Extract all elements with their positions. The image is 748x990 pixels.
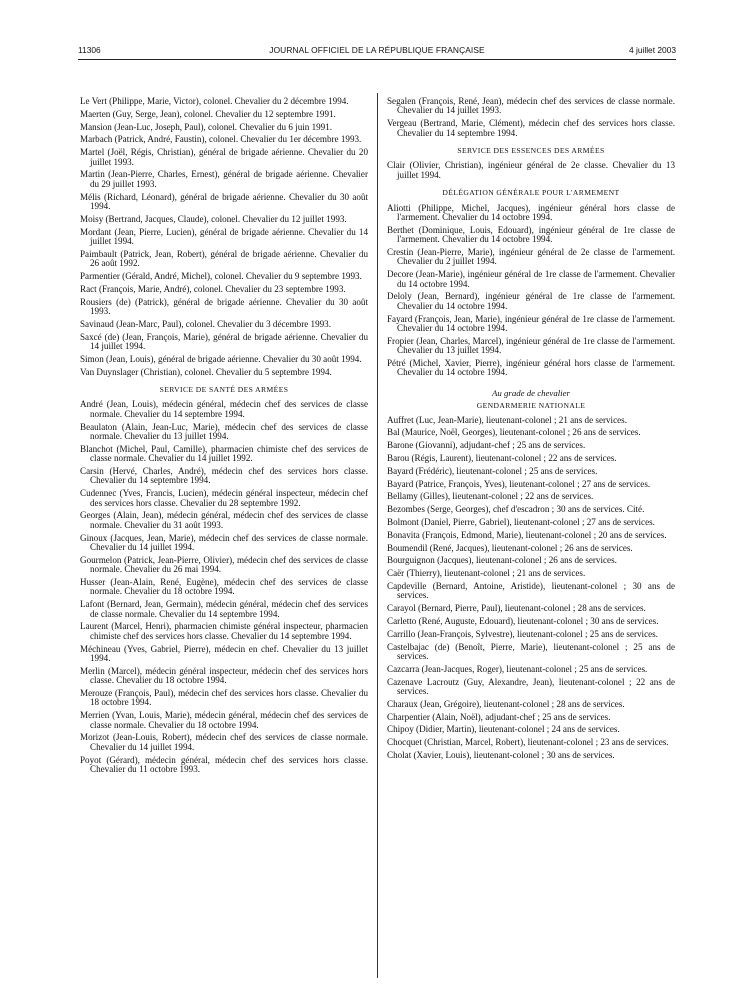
honoree-entry: Cazenave Lacroutz (Guy, Alexandre, Jean), lieutenant-colonel ; 22 ans de services. xyxy=(387,676,675,697)
honoree-entry: André (Jean, Louis), médecin général, médecin chef des services de classe normale. Chevalier du 14 septembre 1994. xyxy=(80,399,368,419)
honoree-entry: Lafont (Bernard, Jean, Germain), médecin général, médecin chef des services de classe normale. Chevalier du 14 septembre 1994. xyxy=(80,599,368,619)
journal-title: JOURNAL OFFICIEL DE LA RÉPUBLIQUE FRANÇAISE xyxy=(269,45,485,55)
page-number: 11306 xyxy=(78,45,101,55)
honoree-entry: Carayol (Bernard, Pierre, Paul), lieutenant-colonel ; 28 ans de services. xyxy=(387,603,646,614)
honoree-entry: Simon (Jean, Louis), général de brigade aérienne. Chevalier du 30 août 1994. xyxy=(80,353,362,364)
honoree-entry: Blanchot (Michel, Paul, Camille), pharmacien chimiste chef des services de classe normale. Chevalier du 14 juillet 1992. xyxy=(80,443,368,464)
honoree-entry: Fropier (Jean, Charles, Marcel), ingénieur général de 1re classe de l'armement. Chevalier du 13 juillet 1994. xyxy=(387,335,675,356)
honoree-entry: Cudennec (Yves, Francis, Lucien), médecin général inspecteur, médecin chef des services hors classe. Chevalier du 28 septembre 1992. xyxy=(80,488,368,508)
honoree-entry: Bayard (Patrice, François, Yves), lieutenant-colonel ; 27 ans de services. xyxy=(387,478,651,489)
honoree-entry: Chocquet (Christian, Marcel, Robert), lieutenant-colonel ; 23 ans de services. xyxy=(387,737,669,748)
honoree-entry: Beaulaton (Alain, Jean-Luc, Marie), médecin chef des services de classe normale. Chevalier du 13 juillet 1994. xyxy=(80,421,368,442)
honoree-entry: Méchineau (Yves, Gabriel, Pierre), médecin en chef. Chevalier du 13 juillet 1994. xyxy=(80,643,368,664)
honoree-entry: Martel (Joël, Régis, Christian), général de brigade aérienne. Chevalier du 20 juillet 1993. xyxy=(80,147,368,167)
honoree-entry: Bezombes (Serge, Georges), chef d'escadron ; 30 ans de services. Cité. xyxy=(387,504,645,515)
honoree-entry: Segalen (François, René, Jean), médecin chef des services de classe normale. Chevalier du 14 juillet 1993. xyxy=(387,96,675,116)
section-heading-gendarmerie: GENDARMERIE NATIONALE xyxy=(476,401,586,411)
honoree-entry: Rousiers (de) (Patrick), général de brigade aérienne. Chevalier du 30 août 1993. xyxy=(80,296,368,316)
honoree-entry: Bolmont (Daniel, Pierre, Gabriel), lieutenant-colonel ; 27 ans de services. xyxy=(387,517,655,528)
honoree-entry: Cazcarra (Jean-Jacques, Roger), lieutenant-colonel ; 25 ans de services. xyxy=(387,663,648,674)
honoree-entry: Auffret (Luc, Jean-Marie), lieutenant-colonel ; 21 ans de services. xyxy=(387,414,627,425)
honoree-entry: Ginoux (Jacques, Jean, Marie), médecin chef des services de classe normale. Chevalier du 14 juillet 1994. xyxy=(80,532,368,553)
honoree-entry: Aliotti (Philippe, Michel, Jacques), ingénieur général hors classe de l'armement. Chevalier du 14 octobre 1994. xyxy=(387,202,675,223)
honoree-entry: Van Duynslager (Christian), colonel. Chevalier du 5 septembre 1994. xyxy=(80,366,332,377)
honoree-entry: Saxcé (de) (Jean, François, Marie), général de brigade aérienne. Chevalier du 14 juillet 1994. xyxy=(80,331,368,351)
right-entries-3 xyxy=(387,204,675,378)
honoree-entry: Georges (Alain, Jean), médecin général, médecin chef des services de classe normale. Chevalier du 31 août 1993. xyxy=(80,510,368,530)
honoree-entry: Merouze (François, Paul), médecin chef des services hors classe. Chevalier du 18 octobre 1994. xyxy=(80,688,368,708)
honoree-entry: Moisy (Bertrand, Jacques, Claude), colonel. Chevalier du 12 juillet 1993. xyxy=(80,213,347,224)
honoree-entry: Poyot (Gérard), médecin général, médecin chef des services hors classe. Chevalier du 11 octobre 1993. xyxy=(80,754,368,775)
honoree-entry: Cholat (Xavier, Louis), lieutenant-colonel ; 30 ans de services. xyxy=(387,750,615,761)
right-column xyxy=(387,97,675,764)
honoree-entry: Chipoy (Didier, Martin), lieutenant-colonel ; 24 ans de services. xyxy=(387,724,620,735)
honoree-entry: Charpentier (Alain, Noël), adjudant-chef ; 25 ans de services. xyxy=(387,711,611,722)
grade-subheading: Au grade de chevalier xyxy=(492,387,570,398)
honoree-entry: Barou (Régis, Laurent), lieutenant-colonel ; 22 ans de services. xyxy=(387,453,617,464)
honoree-entry: Boumendil (René, Jacques), lieutenant-colonel ; 26 ans de services. xyxy=(387,542,633,553)
honoree-entry: Mordant (Jean, Pierre, Lucien), général de brigade aérienne. Chevalier du 14 juillet 1994. xyxy=(80,226,368,246)
right-entries-1 xyxy=(387,97,675,138)
honoree-entry: Charaux (Jean, Grégoire), lieutenant-colonel ; 28 ans de services. xyxy=(387,698,625,709)
honoree-entry: Pétré (Michel, Xavier, Pierre), ingénieur général hors classe de l'armement. Chevalier du 14 octobre 1994. xyxy=(387,358,675,378)
honoree-entry: Laurent (Marcel, Henri), pharmacien chimiste général inspecteur, pharmacien chimiste chef des services hors classe. Chevalier du 14 septembre 1994. xyxy=(80,621,368,641)
honoree-entry: Mélis (Richard, Léonard), général de brigade aérienne. Chevalier du 30 août 1994. xyxy=(80,191,368,211)
honoree-entry: Paimbault (Patrick, Jean, Robert), général de brigade aérienne. Chevalier du 26 août 1992. xyxy=(80,248,368,269)
honoree-entry: Fayard (François, Jean, Marie), ingénieur général de 1re classe de l'armement. Chevalier du 14 octobre 1994. xyxy=(387,313,675,334)
honoree-entry: Husser (Jean-Alain, René, Eugène), médecin chef des services de classe normale. Chevalier du 18 octobre 1994. xyxy=(80,577,368,597)
honoree-entry: Vergeau (Bertrand, Marie, Clément), médecin chef des services hors classe. Chevalier du 14 septembre 1994. xyxy=(387,118,675,138)
honoree-entry: Morizot (Jean-Louis, Robert), médecin chef des services de classe normale. Chevalier du 14 juillet 1994. xyxy=(80,732,368,752)
honoree-entry: Martin (Jean-Pierre, Charles, Ernest), général de brigade aérienne. Chevalier du 29 juillet 1993. xyxy=(80,169,368,189)
honoree-entry: Berthet (Dominique, Louis, Edouard), ingénieur général de 1re classe de l'armement. Chevalier du 14 octobre 1994. xyxy=(387,224,675,245)
header-rule xyxy=(78,59,676,60)
left-entries-2 xyxy=(80,400,368,774)
honoree-entry: Bayard (Frédéric), lieutenant-colonel ; 25 ans de services. xyxy=(387,465,598,476)
honoree-entry: Gourmelon (Patrick, Jean-Pierre, Olivier), médecin chef des services de classe normale. Chevalier du 26 mai 1994. xyxy=(80,554,368,575)
honoree-entry: Barone (Giovanni), adjudant-chef ; 25 ans de services. xyxy=(387,440,586,451)
honoree-entry: Parmentier (Gérald, André, Michel), colonel. Chevalier du 9 septembre 1993. xyxy=(80,271,362,281)
honoree-entry: Bellamy (Gilles), lieutenant-colonel ; 22 ans de services. xyxy=(387,491,594,502)
section-heading-essences: SERVICE DES ESSENCES DES ARMÉES xyxy=(457,146,605,156)
honoree-entry: Caër (Thierry), lieutenant-colonel ; 21 ans de services. xyxy=(387,568,586,579)
honoree-entry: Carsin (Hervé, Charles, André), médecin chef des services hors classe. Chevalier du 14 septembre 1994. xyxy=(80,466,368,486)
honoree-entry: Marbach (Patrick, André, Faustin), colonel. Chevalier du 1er décembre 1993. xyxy=(80,134,362,145)
honoree-entry: Merrien (Yvan, Louis, Marie), médecin général, médecin chef des services de classe normale. Chevalier du 18 octobre 1994. xyxy=(80,710,368,730)
left-entries-1 xyxy=(80,97,368,377)
honoree-entry: Mansion (Jean-Luc, Joseph, Paul), colonel. Chevalier du 6 juin 1991. xyxy=(80,121,333,132)
honoree-entry: Bonavita (François, Edmond, Marie), lieutenant-colonel ; 20 ans de services. xyxy=(387,529,667,540)
honoree-entry: Deloly (Jean, Bernard), ingénieur général de 1re classe de l'armement. Chevalier du 14 octobre 1994. xyxy=(387,291,675,311)
honoree-entry: Bourguignon (Jacques), lieutenant-colonel ; 26 ans de services. xyxy=(387,555,617,566)
honoree-entry: Merlin (Marcel), médecin général inspecteur, médecin chef des services hors classe. Chevalier du 18 octobre 1994. xyxy=(80,665,368,686)
section-heading-sante: SERVICE DE SANTÉ DES ARMÉES xyxy=(159,385,289,394)
honoree-entry: Decore (Jean-Marie), ingénieur général de 1re classe de l'armement. Chevalier du 14 octobre 1994. xyxy=(387,269,675,289)
issue-date: 4 juillet 2003 xyxy=(628,45,676,55)
honoree-entry: Capdeville (Bernard, Antoine, Aristide), lieutenant-colonel ; 30 ans de services. xyxy=(387,581,675,601)
section-heading-delegation: DÉLÉGATION GÉNÉRALE POUR L'ARMEMENT xyxy=(442,188,620,198)
honoree-entry: Savinaud (Jean-Marc, Paul), colonel. Chevalier du 3 décembre 1993. xyxy=(80,318,332,329)
honoree-entry: Bal (Maurice, Noël, Georges), lieutenant-colonel ; 26 ans de services. xyxy=(387,427,641,438)
right-entries-4 xyxy=(387,416,675,761)
honoree-entry: Clair (Olivier, Christian), ingénieur général de 2e classe. Chevalier du 13 juillet 1994. xyxy=(387,160,675,180)
honoree-entry: Castelbajac (de) (Benoît, Pierre, Marie), lieutenant-colonel ; 25 ans de services. xyxy=(387,641,675,662)
honoree-entry: Ract (François, Marie, André), colonel. Chevalier du 23 septembre 1993. xyxy=(80,283,346,294)
honoree-entry: Carrillo (Jean-François, Sylvestre), lieutenant-colonel ; 25 ans de services. xyxy=(387,628,658,639)
honoree-entry: Le Vert (Philippe, Marie, Victor), colonel. Chevalier du 2 décembre 1994. xyxy=(80,96,349,106)
column-divider xyxy=(377,93,378,978)
honoree-entry: Maerten (Guy, Serge, Jean), colonel. Chevalier du 12 septembre 1991. xyxy=(80,108,336,119)
honoree-entry: Crestin (Jean-Pierre, Marie), ingénieur général de 2e classe de l'armement. Chevalier du 2 juillet 1994. xyxy=(387,247,675,267)
honoree-entry: Carletto (René, Auguste, Edouard), lieutenant-colonel ; 30 ans de services. xyxy=(387,616,659,627)
page-header xyxy=(78,45,676,59)
right-entries-2 xyxy=(387,161,675,180)
left-column xyxy=(80,97,368,778)
